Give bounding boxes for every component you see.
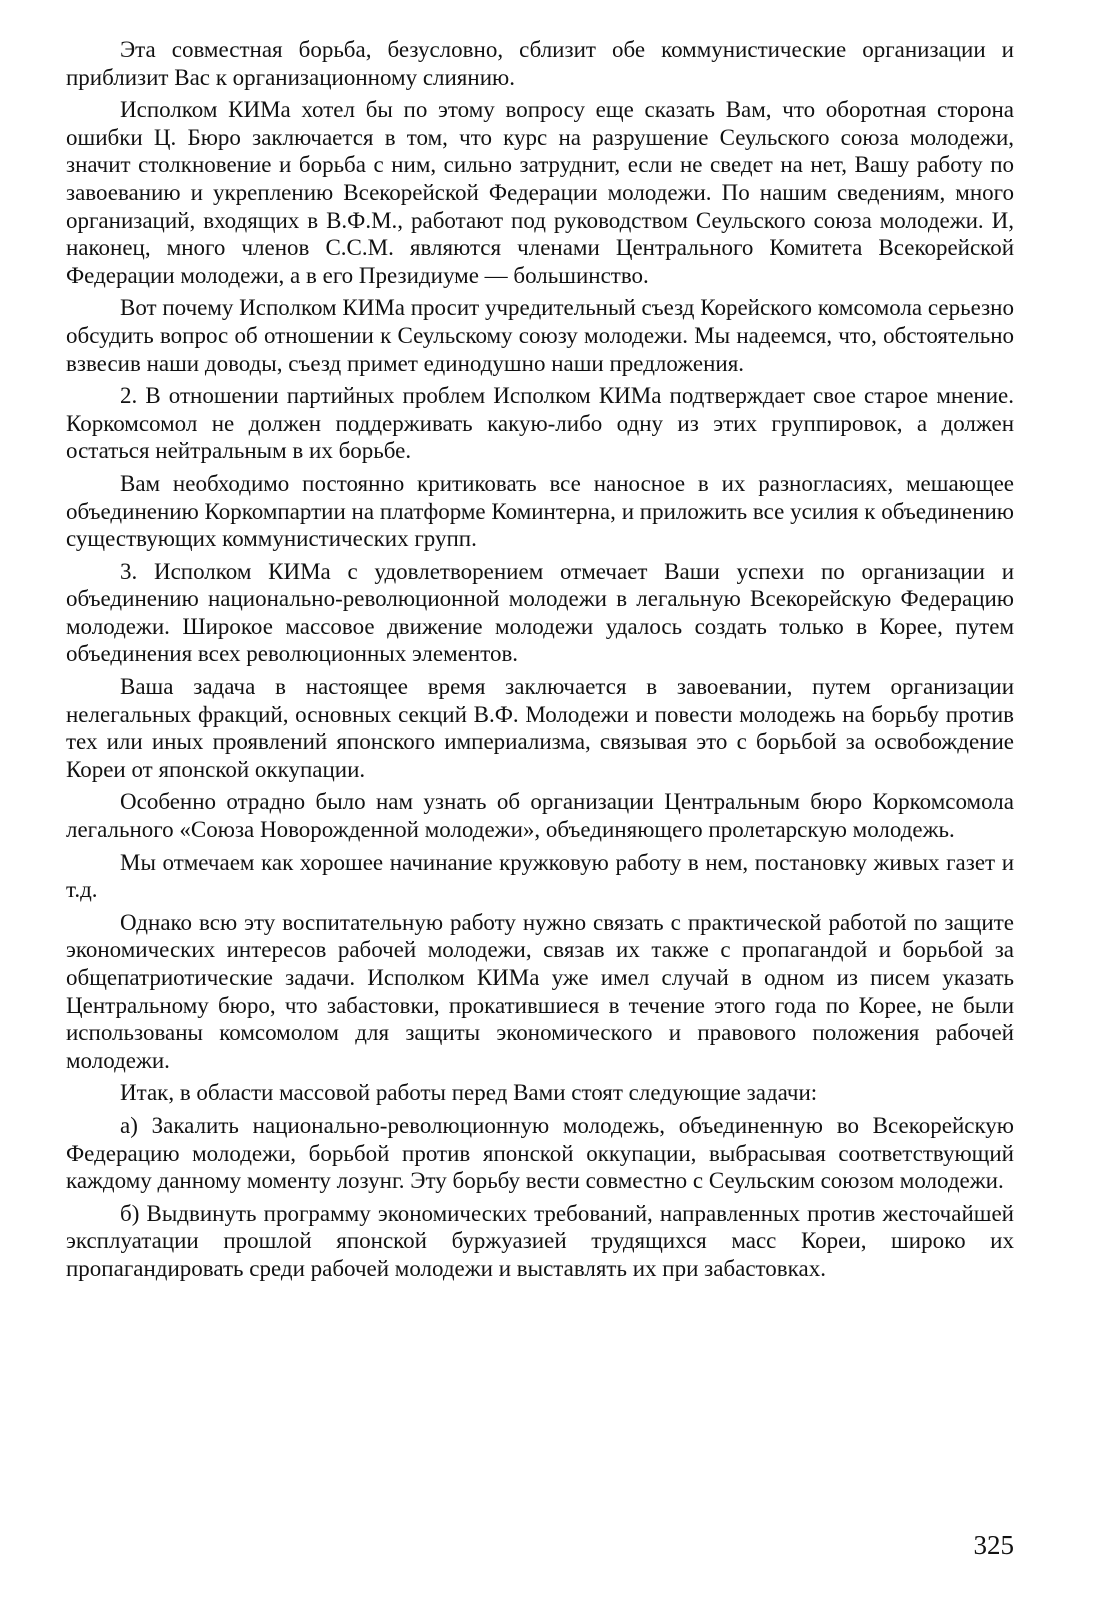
paragraph-9: Мы отмечаем как хорошее начинание кружковую работу в нем, постановку живых газет и т.д.: [66, 849, 1014, 903]
paragraph-3: Вот почему Исполком КИМа просит учредительный съезд Корейского комсомола серьезно обсудить вопрос об отношении к Сеульскому союзу молодежи. Мы надеемся, что, обстоятельно взвесив наши доводы, съезд примет единодушно наши предложения.: [66, 295, 1014, 376]
body-text: [66, 36, 1014, 1283]
document-page: [66, 36, 1014, 1560]
paragraph-8: Особенно отрадно было нам узнать об организации Центральным бюро Коркомсомола легального «Союза Новорожденной молодежи», объединяющего пролетарскую молодежь.: [66, 789, 1014, 843]
paragraph-4: 2. В отношении партийных проблем Исполком КИМа подтверждает свое старое мнение. Коркомсомол не должен поддерживать какую-либо одну из этих группировок, а должен остаться нейтральным в их борьбе.: [66, 383, 1014, 464]
paragraph-5: Вам необходимо постоянно критиковать все наносное в их разногласиях, мешающее объединению Коркомпартии на платформе Коминтерна, и приложить все усилия к объединению существующих коммунистических групп.: [66, 470, 1014, 552]
paragraph-10: Однако всю эту воспитательную работу нужно связать с практической работой по защите экономических интересов рабочей молодежи, связав их также с пропагандой и борьбой за общепатриотические задачи. Исполком КИМа уже имел случай в одном из писем указать Центральному бюро, что забастовки, прокатившиеся в течение этого года по Корее, не были использованы комсомолом для защиты экономического и правового положения рабочей молодежи.: [66, 909, 1014, 1073]
paragraph-11: Итак, в области массовой работы перед Вами стоят следующие задачи:: [120, 1080, 818, 1106]
paragraph-2: Исполком КИМа хотел бы по этому вопросу еще сказать Вам, что оборотная сторона ошибки Ц. Бюро заключается в том, что курс на разрушение Сеульского союза молодежи, значит столкновение и борьба с ним, сильно затруднит, если не сведет на нет, Вашу работу по завоеванию и укреплению Всекорейской Федерации молодежи. По нашим сведениям, много организаций, входящих в В.Ф.М., работают под руководством Сеульского союза молодежи. И, наконец, много членов С.С.М. являются членами Центрального Комитета Всекорейской Федерации молодежи, а в его Президиуме — большинство.: [66, 97, 1014, 288]
page-number: 325: [973, 1530, 1014, 1560]
paragraph-12: а) Закалить национально-революционную молодежь, объединенную во Всекорейскую Федерацию молодежи, борьбой против японской оккупации, выбрасывая соответствующий каждому данному моменту лозунг. Эту борьбу вести совместно с Сеульским союзом молодежи.: [66, 1112, 1014, 1194]
paragraph-6: 3. Исполком КИМа с удовлетворением отмечает Ваши успехи по организации и объединению национально-революционной молодежи в легальную Всекорейскую Федерацию молодежи. Широкое массовое движение молодежи удалось создать только в Корее, путем объединения всех революционных элементов.: [66, 558, 1014, 667]
paragraph-7: Ваша задача в настоящее время заключается в завоевании, путем организации нелегальных фракций, основных секций В.Ф. Молодежи и повести молодежь на борьбу против тех или иных проявлений японского империализма, связывая это с борьбой за освобождение Кореи от японской оккупации.: [66, 674, 1014, 782]
paragraph-1: Эта совместная борьба, безусловно, сблизит обе коммунистические организации и приблизит Вас к организационному слиянию.: [66, 37, 1014, 90]
paragraph-13: б) Выдвинуть программу экономических требований, направленных против жесточайшей эксплуатации прошлой японской буржуазией трудящихся масс Кореи, широко их пропагандировать среди рабочей молодежи и выставлять их при забастовках.: [66, 1200, 1014, 1281]
